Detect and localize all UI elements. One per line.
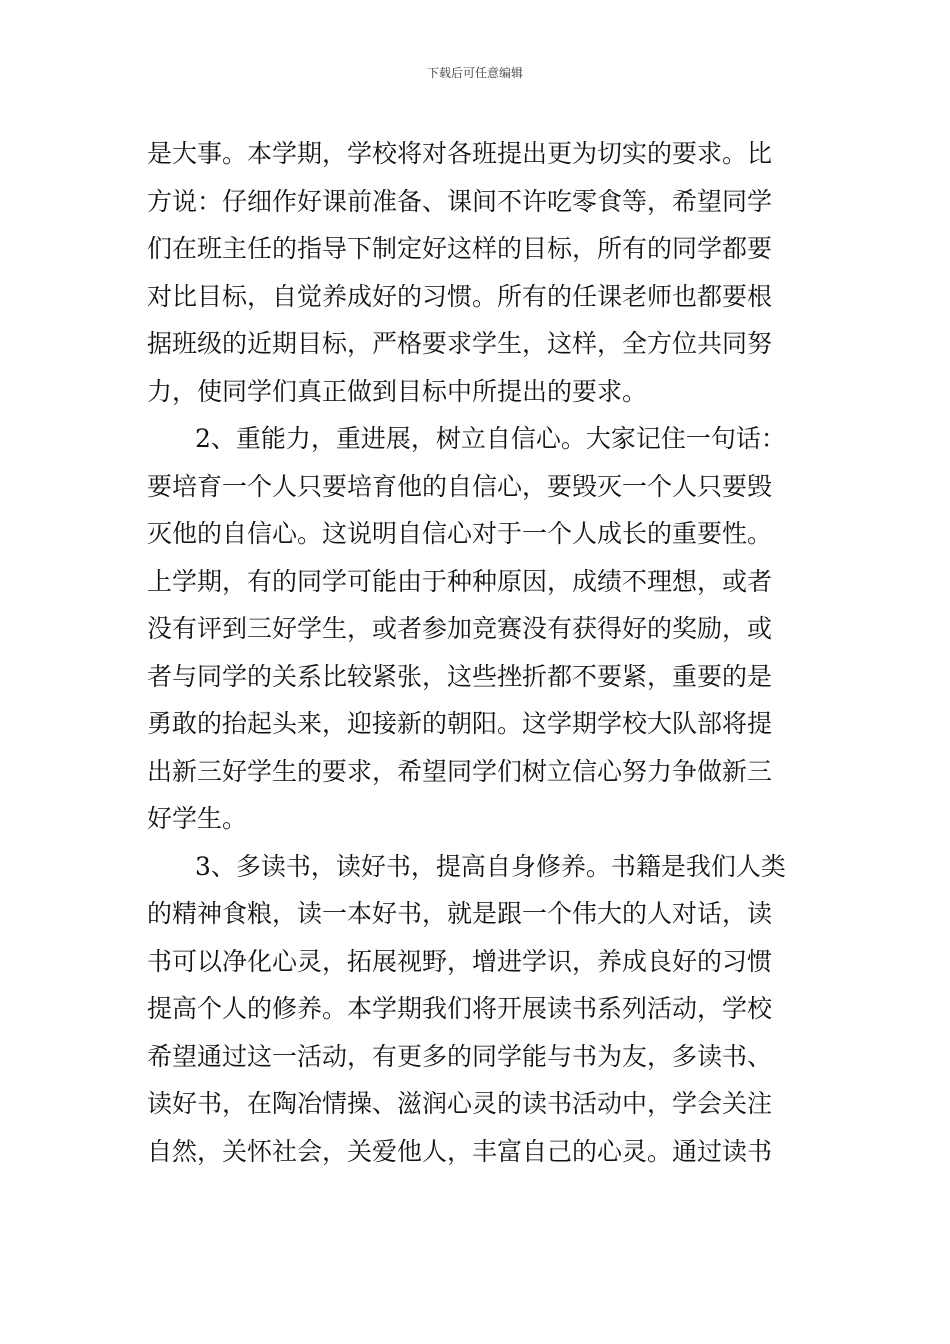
text-line: 上学期，有的同学可能由于种种原因，成绩不理想，或者 (147, 566, 773, 596)
text-line: 对比目标，自觉养成好的习惯。所有的任课老师也都要根 (147, 281, 773, 311)
text-line: 是大事。本学期，学校将对各班提出更为切实的要求。比 (147, 139, 773, 168)
text-line: 的精神食粮，读一本好书，就是跟一个伟大的人对话，读 (147, 899, 773, 928)
text-line: 者与同学的关系比较紧张，这些挫折都不要紧，重要的是 (147, 661, 773, 691)
text-line: 没有评到三好学生，或者参加竞赛没有获得好的奖励，或 (147, 614, 773, 643)
text-line: 们在班主任的指导下制定好这样的目标，所有的同学都要 (147, 234, 773, 263)
text-line: 要培育一个人只要培育他的自信心，要毁灭一个人只要毁 (147, 471, 773, 501)
document-body (147, 130, 807, 1175)
text-line: 灭他的自信心。这说明自信心对于一个人成长的重要性。 (147, 519, 773, 548)
text-line: 出新三好学生的要求，希望同学们树立信心努力争做新三 (147, 756, 773, 786)
text-line: 好学生。 (147, 804, 248, 833)
paragraph-start-line: 2、重能力，重进展，树立自信心。大家记住一句话： (195, 424, 786, 453)
text-line: 自然，关怀社会，关爱他人，丰富自己的心灵。通过读书 (147, 1136, 773, 1166)
page-header: 下载后可任意编辑 (426, 66, 523, 80)
text-line: 力，使同学们真正做到目标中所提出的要求。 (147, 376, 648, 406)
text-line: 据班级的近期目标，严格要求学生，这样，全方位共同努 (147, 329, 773, 358)
text-line: 方说：仔细作好课前准备、课间不许吃零食等，希望同学 (147, 186, 773, 216)
text-line: 书可以净化心灵，拓展视野，增进学识，养成良好的习惯 (147, 946, 773, 976)
text-line: 希望通过这一活动，有更多的同学能与书为友，多读书、 (147, 1041, 773, 1071)
text-line: 读好书，在陶冶情操、滋润心灵的读书活动中，学会关注 (147, 1089, 773, 1118)
text-line: 勇敢的抬起头来，迎接新的朝阳。这学期学校大队部将提 (147, 709, 773, 738)
text-line: 提高个人的修养。本学期我们将开展读书系列活动，学校 (147, 994, 773, 1023)
paragraph-start-line: 3、多读书，读好书，提高自身修养。书籍是我们人类 (195, 851, 786, 881)
